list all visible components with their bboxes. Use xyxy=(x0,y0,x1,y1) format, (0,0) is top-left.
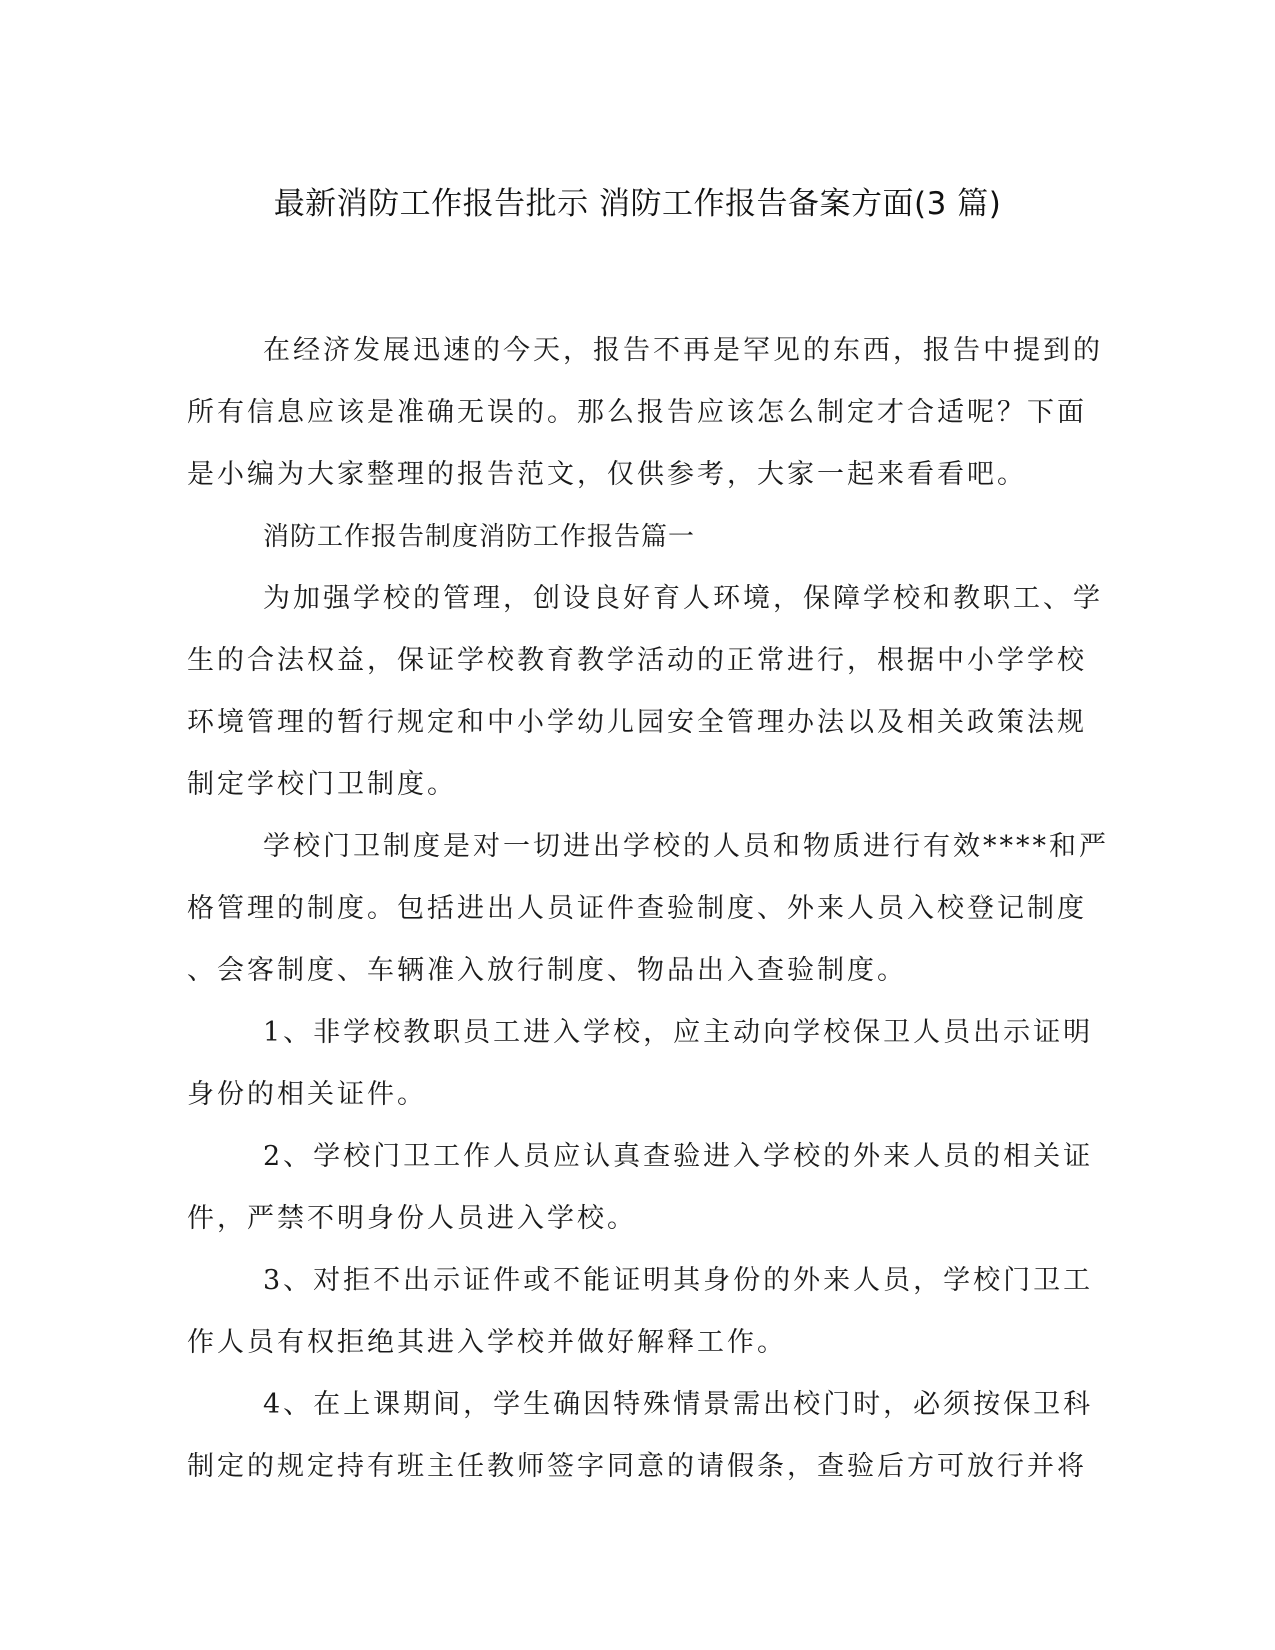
list-item-line: 4、在上课期间，学生确因特殊情景需出校门时，必须按保卫科 xyxy=(263,1389,1094,1420)
list-item-line: 制定的规定持有班主任教师签字同意的请假条，查验后方可放行并将 xyxy=(187,1451,1087,1482)
document-title: 最新消防工作报告批示 消防工作报告备案方面(3 篇) xyxy=(273,186,1002,222)
document-body xyxy=(187,320,1109,1498)
section-heading: 消防工作报告制度消防工作报告篇一 xyxy=(263,522,696,552)
paragraph-line: 在经济发展迅速的今天，报告不再是罕见的东西，报告中提到的 xyxy=(263,335,1103,366)
list-item-line: 3、对拒不出示证件或不能证明其身份的外来人员，学校门卫工 xyxy=(263,1265,1094,1296)
paragraph-line: 格管理的制度。包括进出人员证件查验制度、外来人员入校登记制度 xyxy=(187,893,1087,924)
paragraph-line: 是小编为大家整理的报告范文，仅供参考，大家一起来看看吧。 xyxy=(187,459,1027,490)
list-item-line: 身份的相关证件。 xyxy=(187,1079,427,1110)
paragraph-line: 环境管理的暂行规定和中小学幼儿园安全管理办法以及相关政策法规 xyxy=(187,707,1087,738)
paragraph-line: 、会客制度、车辆准入放行制度、物品出入查验制度。 xyxy=(187,955,907,986)
paragraph-line: 所有信息应该是准确无误的。那么报告应该怎么制定才合适呢？下面 xyxy=(187,397,1087,428)
list-item-line: 2、学校门卫工作人员应认真查验进入学校的外来人员的相关证 xyxy=(263,1141,1094,1172)
paragraph-line: 制定学校门卫制度。 xyxy=(187,769,457,800)
paragraph-line: 为加强学校的管理，创设良好育人环境，保障学校和教职工、学 xyxy=(263,583,1103,614)
list-item-line: 件，严禁不明身份人员进入学校。 xyxy=(187,1203,637,1234)
paragraph-line: 学校门卫制度是对一切进出学校的人员和物质进行有效****和严 xyxy=(263,831,1109,862)
list-item-line: 作人员有权拒绝其进入学校并做好解释工作。 xyxy=(187,1327,787,1358)
paragraph-line: 生的合法权益，保证学校教育教学活动的正常进行，根据中小学学校 xyxy=(187,645,1087,676)
list-item-line: 1、非学校教职员工进入学校，应主动向学校保卫人员出示证明 xyxy=(263,1017,1094,1048)
